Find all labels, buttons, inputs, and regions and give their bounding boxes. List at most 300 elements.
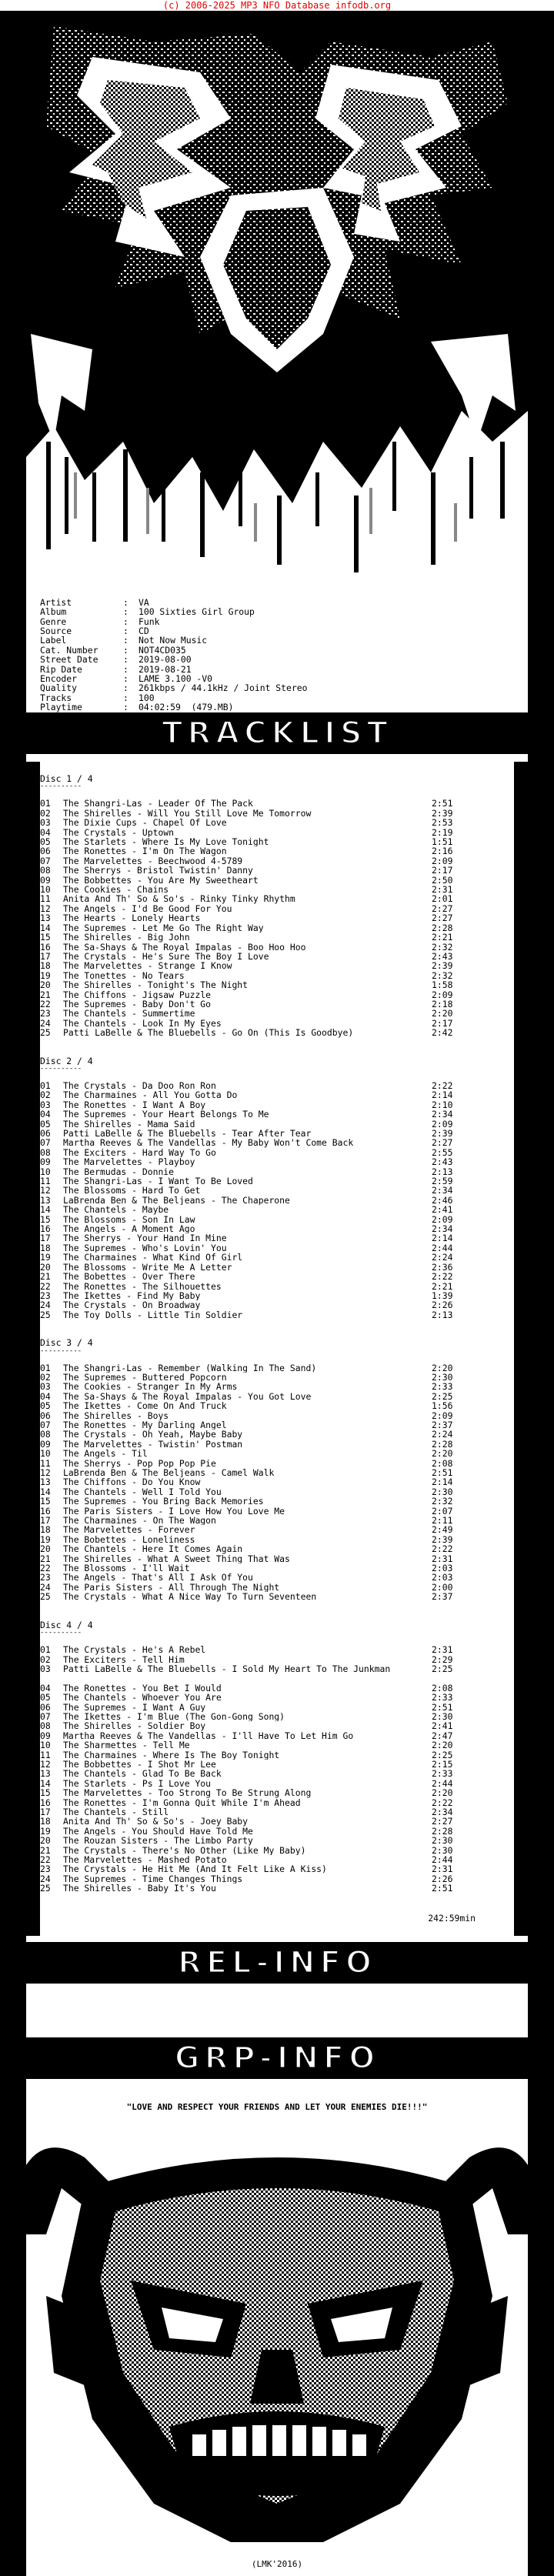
track-length: 2:01 (432, 893, 453, 905)
track-number: 14 (40, 1777, 51, 1789)
track-length: 2:31 (432, 1864, 453, 1875)
track-title: The Charmaines - What Kind Of Girl (63, 1253, 243, 1263)
track-title: The Charmaines - Where Is The Boy Tonight (63, 1750, 280, 1760)
track-length: 2:37 (432, 1591, 453, 1603)
track-length: 2:31 (432, 1553, 453, 1564)
track-title: The Shangri-Las - Remember (Walking In The Sand) (63, 1363, 317, 1373)
track-row (40, 1382, 517, 1391)
track-number: 18 (40, 1816, 51, 1827)
track-title: The Supremes - Your Heart Belongs To Me (63, 1109, 269, 1119)
track-length: 2:00 (432, 1581, 453, 1593)
track-length: 1:51 (432, 836, 453, 848)
track-length: 1:56 (432, 1400, 453, 1412)
track-length: 2:27 (432, 1137, 453, 1149)
track-number: 16 (40, 1223, 51, 1235)
track-number: 24 (40, 1873, 51, 1884)
track-title: The Blossoms - Son In Law (63, 1214, 195, 1225)
track-length: 2:51 (432, 798, 453, 809)
track-row (40, 1592, 517, 1601)
track-title: The Shirelles - Will You Still Love Me Tomorrow (63, 808, 312, 819)
track-number: 24 (40, 1017, 51, 1029)
track-row (40, 980, 517, 989)
release-field-key: Street Date (40, 654, 98, 666)
track-length: 2:20 (432, 1362, 453, 1373)
track-title: The Starlets - Where Is My Love Tonight (63, 837, 269, 847)
track-length: 2:26 (432, 1300, 453, 1311)
track-length: 2:17 (432, 865, 453, 876)
track-number: 19 (40, 969, 51, 981)
track-row (40, 1788, 517, 1797)
track-row (40, 1300, 517, 1310)
track-number: 14 (40, 1204, 51, 1216)
track-title: Martha Reeves & The Vandellas - I'll Have To Let Him Go (63, 1730, 354, 1741)
track-row (40, 894, 517, 903)
track-length: 2:34 (432, 1185, 453, 1196)
track-number: 04 (40, 1390, 51, 1402)
track-length: 2:22 (432, 1079, 453, 1091)
track-title: The Ronettes - You Bet I Would (63, 1683, 222, 1693)
track-title: The Angels - A Moment Ago (63, 1224, 195, 1234)
grpinfo-banner-text: GRP-INFO (174, 2040, 380, 2076)
track-number: 18 (40, 960, 51, 972)
track-number: 17 (40, 1233, 51, 1244)
track-length: 2:09 (432, 1410, 453, 1421)
release-info (40, 579, 307, 732)
release-field (40, 655, 307, 664)
track-number: 15 (40, 1496, 51, 1507)
track-title: The Toy Dolls - Little Tin Soldier (63, 1310, 243, 1320)
track-title: Martha Reeves & The Vandellas - My Baby Won't Come Back (63, 1138, 354, 1148)
disc-title-underline: ---------- (40, 1346, 82, 1355)
track-number: 09 (40, 1730, 51, 1741)
track-row (40, 1497, 517, 1506)
track-row (40, 1233, 517, 1243)
disc-title-underline: ---------- (40, 1629, 82, 1637)
track-length: 2:18 (432, 998, 453, 1009)
track-title: The Supremes - Baby Don't Go (63, 999, 212, 1009)
track-number: 21 (40, 1553, 51, 1564)
track-title: The Chantels - Whoever You Are (63, 1693, 222, 1703)
track-length: 2:30 (432, 1844, 453, 1856)
track-number: 01 (40, 1644, 51, 1656)
track-title: The Crystals - There's No Other (Like My Baby) (63, 1845, 306, 1856)
track-title: The Blossoms - I'll Wait (63, 1563, 190, 1573)
release-field-separator: : (123, 635, 128, 646)
disc-section (40, 774, 517, 1038)
track-number: 04 (40, 1109, 51, 1120)
track-title: The Marvelettes - Twistin' Postman (63, 1439, 243, 1450)
track-title: The Crystals - Uptown (63, 827, 175, 838)
track-length: 2:21 (432, 932, 453, 943)
track-number: 05 (40, 1118, 51, 1130)
track-length: 2:15 (432, 1758, 453, 1770)
track-title: The Crystals - He's A Rebel (63, 1645, 206, 1655)
track-number: 21 (40, 1271, 51, 1283)
release-field-value: LAME 3.100 -V0 (138, 673, 213, 685)
track-title: The Marvelettes - Beechwood 4-5789 (63, 856, 243, 866)
footer-ascii-art (0, 2142, 554, 2565)
track-number: 20 (40, 1543, 51, 1555)
track-number: 18 (40, 1242, 51, 1253)
track-row (40, 1664, 517, 1683)
track-title: The Supremes - Let Me Go The Right Way (63, 923, 264, 933)
track-number: 12 (40, 1758, 51, 1770)
release-field-separator: : (123, 673, 128, 685)
track-title: The Tonettes - No Tears (63, 970, 185, 981)
track-number: 05 (40, 1400, 51, 1412)
track-number: 07 (40, 1419, 51, 1430)
track-title: The Sharmettes - Tell Me (63, 1740, 190, 1750)
track-title: The Chantels - Here It Comes Again (63, 1544, 243, 1554)
track-length: 2:13 (432, 1309, 453, 1320)
track-title: Patti LaBelle & The Bluebells - I Sold My Heart To The Junkman (63, 1663, 391, 1674)
track-number: 20 (40, 1835, 51, 1847)
track-length: 2:30 (432, 1371, 453, 1383)
track-row (40, 1090, 517, 1099)
track-title: The Shirelles - Big John (63, 933, 190, 943)
track-title: The Marvelettes - Mashed Potato (63, 1855, 227, 1865)
relinfo-banner (38, 1942, 516, 1984)
track-row (40, 1645, 517, 1654)
track-length: 2:08 (432, 1457, 453, 1469)
track-title: The Ronettes - I Want A Boy (63, 1099, 206, 1110)
track-title: The Supremes - I Want A Guy (63, 1702, 206, 1712)
release-field-separator: : (123, 654, 128, 666)
track-number: 05 (40, 1692, 51, 1703)
release-field-separator: : (123, 702, 128, 713)
track-title: The Supremes - Time Changes Things (63, 1874, 243, 1884)
track-title: The Charmaines - All You Gotta Do (63, 1090, 238, 1100)
track-number: 06 (40, 1410, 51, 1421)
track-row (40, 1769, 517, 1778)
track-title: The Ikettes - I'm Blue (The Gon-Gong Song) (63, 1711, 285, 1722)
track-length: 2:34 (432, 1806, 453, 1817)
track-title: The Supremes - You Bring Back Memories (63, 1497, 264, 1507)
track-length: 2:44 (432, 1777, 453, 1789)
track-length: 2:09 (432, 989, 453, 1000)
disc-title: Disc 4 / 4 (40, 1619, 93, 1630)
release-field-value: 261kbps / 44.1kHz / Joint Stereo (138, 682, 308, 694)
track-title: Patti LaBelle & The Bluebells - Tear After Tear (63, 1129, 312, 1139)
track-title: The Dixie Cups - Chapel Of Love (63, 818, 227, 828)
release-field-key: Artist (40, 596, 72, 608)
track-title: The Sa-Shays & The Royal Impalas - Boo Hoo Hoo (63, 942, 306, 952)
track-title: The Angels - You Should Have Told Me (63, 1826, 253, 1837)
track-number: 13 (40, 1477, 51, 1488)
track-length: 2:43 (432, 1156, 453, 1168)
track-row (40, 1449, 517, 1458)
track-number: 17 (40, 1806, 51, 1817)
tracklist-banner-text: TRACKLIST (162, 716, 392, 751)
track-length: 2:31 (432, 1644, 453, 1656)
track-title: The Blossoms - Hard To Get (63, 1186, 201, 1196)
track-length: 2:33 (432, 1768, 453, 1780)
track-number: 19 (40, 1825, 51, 1837)
release-field-key: Genre (40, 616, 67, 627)
track-title: Patti LaBelle & The Bluebells - Go On (This Is Goodbye) (63, 1028, 354, 1038)
track-number: 17 (40, 950, 51, 962)
disc-title-underline: ---------- (40, 1064, 82, 1073)
track-row (40, 1157, 517, 1166)
release-field-key: Album (40, 606, 67, 618)
track-row (40, 1186, 517, 1195)
track-row (40, 1430, 517, 1439)
track-number: 14 (40, 922, 51, 933)
track-number: 20 (40, 979, 51, 991)
track-title: The Sherrys - Your Hand In Mine (63, 1233, 227, 1243)
track-number: 10 (40, 1740, 51, 1751)
track-number: 22 (40, 1280, 51, 1292)
track-row (40, 1836, 517, 1845)
release-field-key: Label (40, 635, 67, 646)
track-length: 2:03 (432, 1572, 453, 1583)
track-length: 2:08 (432, 1682, 453, 1693)
track-length: 2:41 (432, 1204, 453, 1216)
track-length: 2:32 (432, 1496, 453, 1507)
track-title: The Chiffons - Jigsaw Puzzle (63, 989, 212, 999)
release-field-key: Playtime (40, 702, 82, 713)
track-number: 24 (40, 1300, 51, 1311)
release-field (40, 636, 307, 645)
track-length: 2:30 (432, 1486, 453, 1497)
track-title: The Bobbettes - I Shot Mr Lee (63, 1759, 216, 1770)
track-title: The Bobettes - Loneliness (63, 1534, 195, 1545)
track-number: 17 (40, 1515, 51, 1527)
track-title: The Hearts - Lonely Hearts (63, 913, 201, 923)
track-number: 23 (40, 1864, 51, 1875)
track-number: 23 (40, 1290, 51, 1301)
track-row (40, 961, 517, 970)
track-title: The Angels - I'd Be Good For You (63, 903, 232, 914)
track-title: The Cookies - Chains (63, 885, 169, 895)
track-row (40, 1253, 517, 1262)
track-number: 23 (40, 1572, 51, 1583)
track-number: 09 (40, 874, 51, 886)
track-row (40, 1721, 517, 1730)
track-number: 03 (40, 1099, 51, 1110)
track-row (40, 1310, 517, 1320)
track-number: 02 (40, 1371, 51, 1383)
track-length: 2:55 (432, 1146, 453, 1158)
track-number: 05 (40, 836, 51, 848)
track-title: The Shirelles - Tonight's The Night (63, 980, 249, 990)
track-title: The Paris Sisters - All Through The Night (63, 1582, 280, 1593)
track-title: The Chantels - Look In My Eyes (63, 1018, 222, 1029)
track-length: 2:32 (432, 941, 453, 953)
track-title: LaBrenda Ben & The Beljeans - The Chaperone (63, 1195, 290, 1206)
release-field (40, 607, 307, 616)
track-row (40, 818, 517, 827)
track-title: The Marvelettes - Playboy (63, 1157, 195, 1167)
track-number: 18 (40, 1524, 51, 1536)
track-title: The Chantels - Well I Told You (63, 1487, 222, 1497)
track-number: 03 (40, 1663, 51, 1674)
track-row (40, 1544, 517, 1553)
track-title: The Crystals - What A Nice Way To Turn Seventeen (63, 1592, 317, 1602)
track-length: 2:39 (432, 1533, 453, 1545)
release-field (40, 617, 307, 626)
track-number: 02 (40, 807, 51, 819)
tracklist (40, 774, 517, 1912)
track-length: 2:30 (432, 1710, 453, 1722)
track-row (40, 1884, 517, 1893)
track-length: 2:44 (432, 1242, 453, 1253)
track-length: 2:33 (432, 1692, 453, 1703)
track-length: 2:24 (432, 1429, 453, 1440)
track-row (40, 913, 517, 923)
track-length: 2:49 (432, 1524, 453, 1536)
track-length: 2:28 (432, 922, 453, 933)
track-length: 2:21 (432, 1280, 453, 1292)
track-length: 2:20 (432, 1740, 453, 1751)
track-length: 2:51 (432, 1701, 453, 1713)
track-title: The Supremes - Buttered Popcorn (63, 1372, 227, 1383)
track-row (40, 1573, 517, 1582)
track-length: 2:19 (432, 826, 453, 838)
track-length: 2:13 (432, 1166, 453, 1177)
track-number: 25 (40, 1883, 51, 1894)
track-length: 2:50 (432, 874, 453, 886)
track-title: The Shirelles - Soldier Boy (63, 1721, 206, 1731)
track-length: 2:31 (432, 884, 453, 896)
track-length: 2:59 (432, 1176, 453, 1187)
release-field-value: NOT4CD035 (138, 644, 186, 656)
track-length: 2:41 (432, 1720, 453, 1732)
track-number: 15 (40, 1787, 51, 1799)
track-row (40, 1401, 517, 1410)
track-length: 2:28 (432, 1438, 453, 1450)
track-length: 2:51 (432, 1467, 453, 1478)
track-number: 02 (40, 1089, 51, 1101)
track-title: The Marvelettes - Forever (63, 1525, 195, 1535)
track-number: 25 (40, 1309, 51, 1320)
track-number: 12 (40, 1467, 51, 1478)
track-number: 11 (40, 1176, 51, 1187)
track-length: 2:22 (432, 1797, 453, 1808)
track-title: The Shirelles - Baby It's You (63, 1884, 216, 1894)
track-number: 11 (40, 893, 51, 905)
track-number: 03 (40, 1381, 51, 1393)
track-length: 2:09 (432, 1213, 453, 1225)
release-field-separator: : (123, 606, 128, 618)
release-field-value: Funk (138, 616, 160, 627)
track-length: 2:30 (432, 1835, 453, 1847)
release-field-value: CD (138, 626, 149, 637)
track-number: 07 (40, 1710, 51, 1722)
track-row (40, 1272, 517, 1281)
track-number: 19 (40, 1252, 51, 1263)
track-length: 2:39 (432, 1128, 453, 1139)
track-title: The Marvelettes - Too Strong To Be Strung Along (63, 1788, 312, 1798)
track-title: The Crystals - Da Doo Ron Ron (63, 1080, 216, 1091)
track-title: The Rouzan Sisters - The Limbo Party (63, 1836, 253, 1846)
track-title: The Marvelettes - Strange I Know (63, 961, 232, 971)
relinfo-panel (40, 1991, 514, 2028)
track-number: 10 (40, 884, 51, 896)
track-number: 25 (40, 1027, 51, 1039)
track-row (40, 1525, 517, 1534)
disc-title: Disc 3 / 4 (40, 1337, 93, 1349)
track-number: 16 (40, 941, 51, 953)
release-field-key: Tracks (40, 692, 72, 703)
track-length: 2:24 (432, 1252, 453, 1263)
track-title: The Paris Sisters - I Love How You Love Me (63, 1506, 285, 1517)
track-row (40, 866, 517, 875)
track-length: 2:09 (432, 855, 453, 866)
track-number: 23 (40, 1008, 51, 1019)
track-title: The Chiffons - Do You Know (63, 1477, 201, 1487)
release-field-value: 100 (138, 692, 155, 703)
track-length: 2:25 (432, 1663, 453, 1674)
track-title: The Chantels - Maybe (63, 1205, 169, 1215)
track-title: The Shirelles - Mama Said (63, 1119, 195, 1129)
relinfo-banner-text: REL-INFO (178, 1945, 376, 1980)
track-length: 2:28 (432, 1825, 453, 1837)
disc-title: Disc 1 / 4 (40, 773, 93, 784)
group-quote: "LOVE AND RESPECT YOUR FRIENDS AND LET YOUR ENEMIES DIE!!!" (126, 2102, 428, 2112)
artist-credit: (LMK'2016) (251, 2559, 303, 2569)
track-length: 2:17 (432, 1017, 453, 1029)
track-row (40, 933, 517, 942)
track-row (40, 1138, 517, 1147)
track-row (40, 1817, 517, 1826)
release-field-separator: : (123, 626, 128, 637)
disc-title: Disc 2 / 4 (40, 1055, 93, 1066)
track-length: 2:14 (432, 1477, 453, 1488)
copyright-line: (c) 2006-2025 MP3 NFO Database infodb.org (162, 0, 392, 11)
track-length: 2:09 (432, 1118, 453, 1130)
track-number: 04 (40, 1682, 51, 1693)
release-field-separator: : (123, 644, 128, 656)
release-field-value: VA (138, 596, 149, 608)
track-length: 2:11 (432, 1515, 453, 1527)
track-length: 2:32 (432, 969, 453, 981)
track-number: 02 (40, 1653, 51, 1665)
track-number: 12 (40, 903, 51, 914)
track-number: 01 (40, 798, 51, 809)
track-number: 08 (40, 1429, 51, 1440)
release-field-key: Cat. Number (40, 644, 98, 656)
track-row (40, 799, 517, 808)
track-length: 2:25 (432, 1749, 453, 1760)
header-ascii-art (0, 11, 554, 580)
track-length: 2:46 (432, 1194, 453, 1206)
track-length: 2:34 (432, 1109, 453, 1120)
track-title: The Ronettes - I'm On The Wagon (63, 846, 227, 856)
track-title: The Sherrys - Bristol Twistin' Danny (63, 866, 253, 876)
release-field-key: Rip Date (40, 663, 82, 675)
track-number: 19 (40, 1533, 51, 1545)
track-number: 10 (40, 1448, 51, 1460)
track-number: 08 (40, 1146, 51, 1158)
track-number: 09 (40, 1438, 51, 1450)
track-number: 21 (40, 1844, 51, 1856)
track-title: The Ronettes - The Silhouettes (63, 1281, 222, 1291)
grpinfo-banner (38, 2037, 516, 2079)
release-field-key: Quality (40, 682, 78, 694)
track-number: 13 (40, 1194, 51, 1206)
release-field-value: 100 Sixties Girl Group (138, 606, 255, 618)
track-title: The Shangri-Las - Leader Of The Pack (63, 799, 253, 809)
release-field-key: Encoder (40, 673, 78, 685)
track-length: 2:25 (432, 1390, 453, 1402)
track-number: 09 (40, 1156, 51, 1168)
track-title: The Ikettes - Find My Baby (63, 1290, 201, 1301)
track-title: The Bobettes - Over There (63, 1272, 195, 1282)
release-field-separator: : (123, 682, 128, 694)
track-title: The Exciters - Tell Him (63, 1654, 185, 1664)
track-row (40, 846, 517, 856)
